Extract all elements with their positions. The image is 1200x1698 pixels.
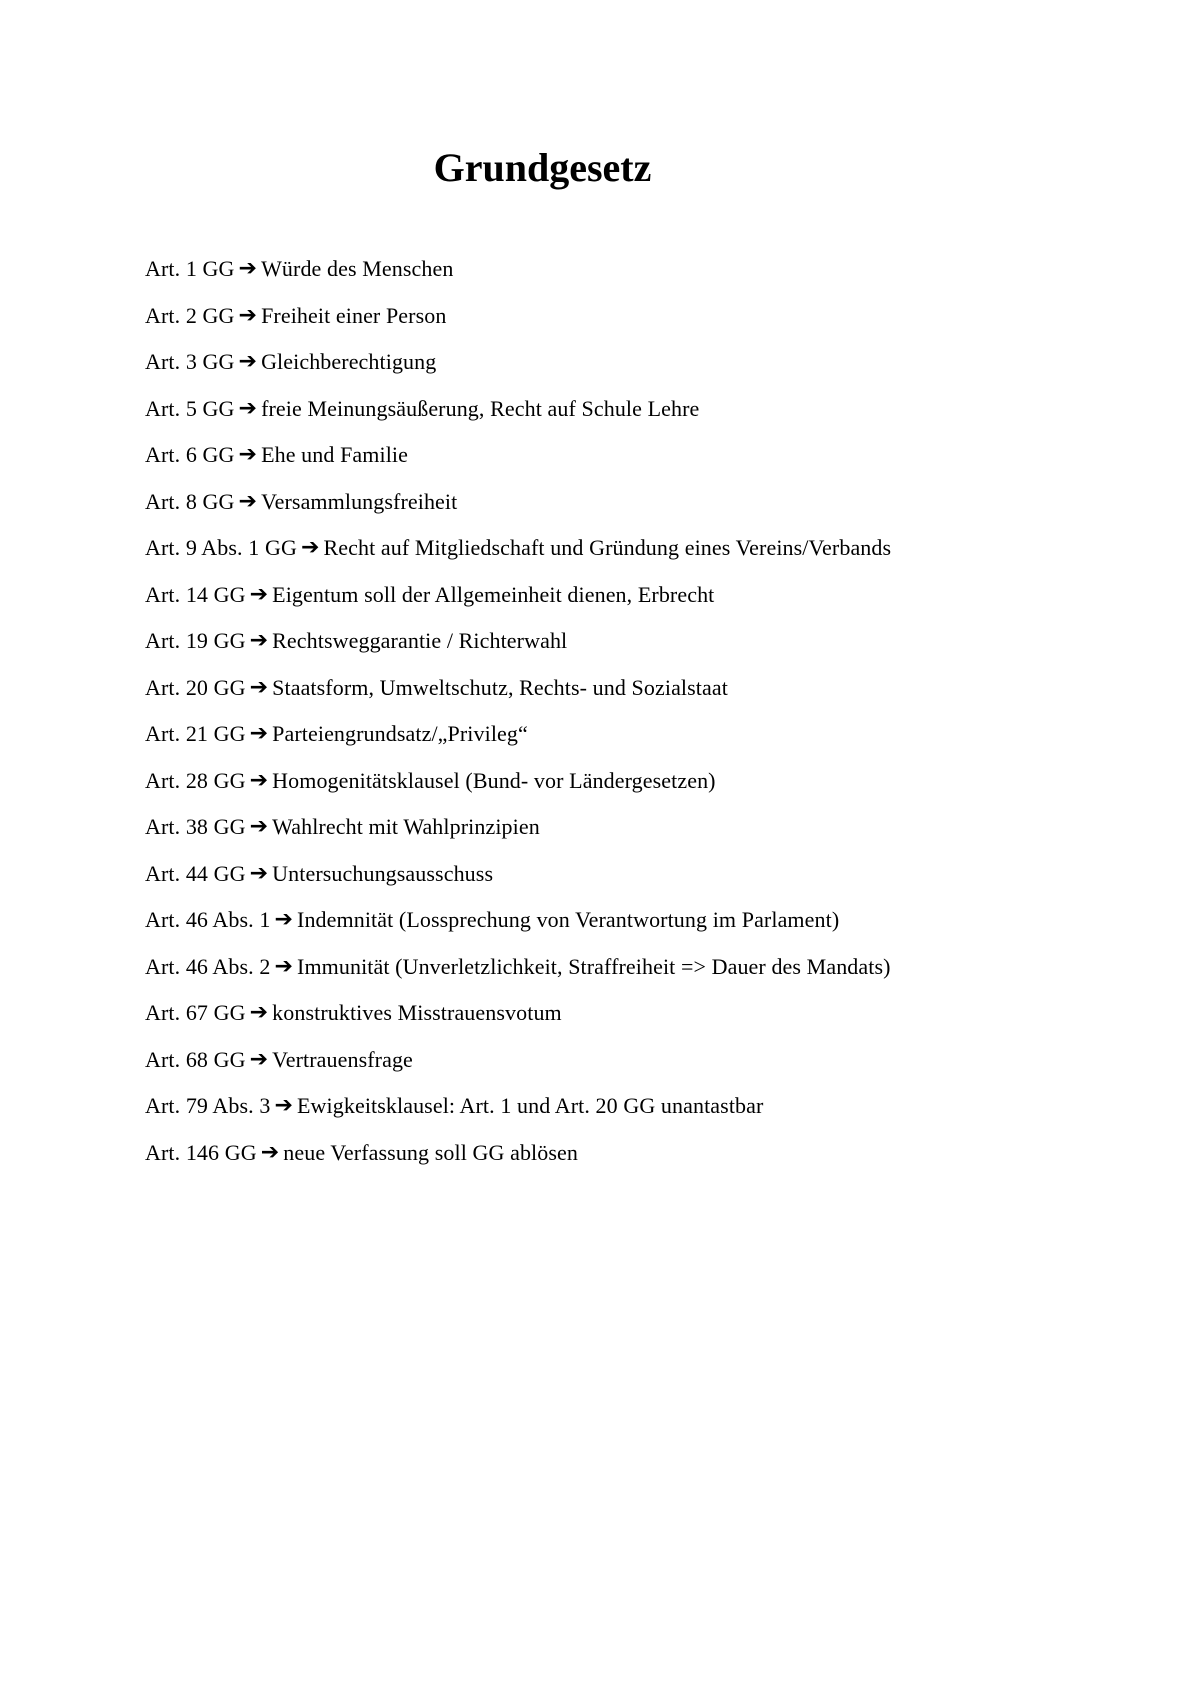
arrow-right-icon: ➔ xyxy=(238,256,258,281)
article-reference: Art. 3 GG xyxy=(145,349,235,374)
list-item xyxy=(145,1091,891,1138)
article-reference: Art. 6 GG xyxy=(145,442,235,467)
arrow-right-icon: ➔ xyxy=(249,628,269,653)
article-reference: Art. 8 GG xyxy=(145,488,235,514)
article-description: Freiheit einer Person xyxy=(261,302,447,328)
article-reference: Art. 20 GG xyxy=(145,674,246,700)
list-item xyxy=(145,394,891,441)
list-item xyxy=(145,254,891,301)
arrow-right-icon: ➔ xyxy=(274,953,294,979)
article-description: Immunität (Unverletzlichkeit, Straffreiheit => Dauer des Mandats) xyxy=(297,953,891,979)
article-reference: Art. 1 GG xyxy=(145,256,235,281)
article-description: Wahlrecht mit Wahlprinzipien xyxy=(272,814,540,839)
article-description: Homogenitätsklausel (Bund- vor Ländergesetzen) xyxy=(272,767,716,793)
list-item xyxy=(145,533,891,580)
list-item xyxy=(145,347,891,394)
article-description: Ehe und Familie xyxy=(261,442,408,467)
article-reference: Art. 14 GG xyxy=(145,581,246,607)
article-reference: Art. 46 Abs. 1 xyxy=(145,907,271,932)
article-description: Recht auf Mitgliedschaft und Gründung eines Vereins/Verbands xyxy=(323,535,892,560)
article-description: freie Meinungsäußerung, Recht auf Schule Lehre xyxy=(261,395,700,421)
article-description: Gleichberechtigung xyxy=(261,349,437,374)
arrow-right-icon: ➔ xyxy=(249,814,269,839)
list-item xyxy=(145,301,891,348)
arrow-right-icon: ➔ xyxy=(249,1046,269,1072)
arrow-right-icon: ➔ xyxy=(249,721,269,746)
list-item xyxy=(145,859,891,906)
article-description: Ewigkeitsklausel: Art. 1 und Art. 20 GG unantastbar xyxy=(297,1093,764,1118)
article-list xyxy=(145,254,891,1184)
article-description: konstruktives Misstrauensvotum xyxy=(272,1000,562,1025)
article-description: Staatsform, Umweltschutz, Rechts- und Sozialstaat xyxy=(272,674,728,700)
list-item xyxy=(145,812,891,859)
article-description: Versammlungsfreiheit xyxy=(261,488,458,514)
article-reference: Art. 5 GG xyxy=(145,395,235,421)
article-reference: Art. 19 GG xyxy=(145,628,246,653)
article-reference: Art. 9 Abs. 1 GG xyxy=(145,535,297,560)
list-item xyxy=(145,580,891,627)
arrow-right-icon: ➔ xyxy=(238,488,258,514)
list-item xyxy=(145,998,891,1045)
list-item xyxy=(145,487,891,534)
arrow-right-icon: ➔ xyxy=(249,860,269,886)
article-reference: Art. 46 Abs. 2 xyxy=(145,953,271,979)
article-reference: Art. 28 GG xyxy=(145,767,246,793)
arrow-right-icon: ➔ xyxy=(238,302,258,328)
arrow-right-icon: ➔ xyxy=(238,395,258,421)
arrow-right-icon: ➔ xyxy=(249,674,269,700)
article-reference: Art. 21 GG xyxy=(145,721,246,746)
list-item xyxy=(145,1045,891,1092)
arrow-right-icon: ➔ xyxy=(274,907,294,932)
article-reference: Art. 44 GG xyxy=(145,860,246,886)
arrow-right-icon: ➔ xyxy=(238,349,258,374)
list-item xyxy=(145,673,891,720)
article-description: Eigentum soll der Allgemeinheit dienen, Erbrecht xyxy=(272,581,715,607)
article-description: Würde des Menschen xyxy=(261,256,454,281)
arrow-right-icon: ➔ xyxy=(249,767,269,793)
article-reference: Art. 79 Abs. 3 xyxy=(145,1093,271,1118)
list-item xyxy=(145,626,891,673)
article-description: Untersuchungsausschuss xyxy=(272,860,494,886)
article-reference: Art. 68 GG xyxy=(145,1046,246,1072)
article-description: Indemnität (Lossprechung von Verantwortung im Parlament) xyxy=(297,907,840,932)
arrow-right-icon: ➔ xyxy=(300,535,320,560)
article-reference: Art. 146 GG xyxy=(145,1139,257,1165)
list-item xyxy=(145,1138,891,1185)
page-title: Grundgesetz xyxy=(433,145,652,190)
arrow-right-icon: ➔ xyxy=(249,1000,269,1025)
arrow-right-icon: ➔ xyxy=(274,1093,294,1118)
article-description: Vertrauensfrage xyxy=(272,1046,413,1072)
list-item xyxy=(145,952,891,999)
list-item xyxy=(145,905,891,952)
arrow-right-icon: ➔ xyxy=(249,581,269,607)
arrow-right-icon: ➔ xyxy=(260,1139,280,1165)
list-item xyxy=(145,440,891,487)
list-item xyxy=(145,766,891,813)
arrow-right-icon: ➔ xyxy=(238,442,258,467)
list-item xyxy=(145,719,891,766)
article-reference: Art. 38 GG xyxy=(145,814,246,839)
article-reference: Art. 2 GG xyxy=(145,302,235,328)
article-description: neue Verfassung soll GG ablösen xyxy=(283,1139,579,1165)
article-reference: Art. 67 GG xyxy=(145,1000,246,1025)
article-description: Rechtsweggarantie / Richterwahl xyxy=(272,628,568,653)
article-description: Parteiengrundsatz/„Privileg“ xyxy=(272,721,528,746)
